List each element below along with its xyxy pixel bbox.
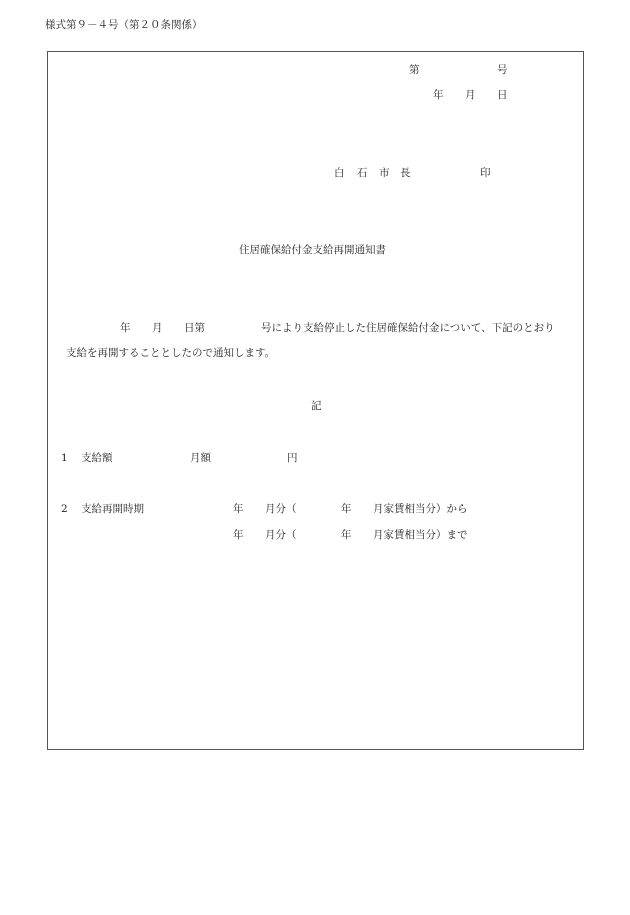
form-label: 様式第９－４号（第２０条関係） [45, 19, 203, 31]
issuer-char-3: 市 [379, 167, 390, 179]
issuer-char-4: 長 [400, 167, 411, 179]
body-day-no: 日第 [184, 322, 205, 334]
date-year: 年 [433, 89, 444, 101]
item1-label: 支給額 [81, 452, 113, 464]
item1-number: 1 [61, 452, 68, 464]
item1-monthly: 月額 [190, 452, 211, 464]
issuer-char-2: 石 [357, 167, 368, 179]
body-year: 年 [120, 322, 131, 334]
item2-row2-year: 年 [233, 529, 244, 541]
item1-yen: 円 [287, 452, 298, 464]
item2-row2-year2: 年 [341, 529, 352, 541]
body-month: 月 [152, 322, 163, 334]
item2-label: 支給再開時期 [81, 503, 144, 515]
issuer-char-1: 白 [334, 167, 345, 179]
item2-row1-month: 月分（ [265, 503, 297, 515]
item2-row1-rent: 月家賃相当分）から [373, 503, 468, 515]
item2-row2-month: 月分（ [265, 529, 297, 541]
body-line1-rest: 号により支給停止した住居確保給付金について、下記のとおり [261, 322, 555, 334]
date-month: 月 [465, 89, 476, 101]
item2-row2-rent: 月家賃相当分）まで [373, 529, 468, 541]
item2-row1-year: 年 [233, 503, 244, 515]
item2-row1-year2: 年 [341, 503, 352, 515]
number-suffix: 号 [497, 64, 508, 76]
ki-heading: 記 [311, 400, 322, 412]
date-day: 日 [497, 89, 508, 101]
number-prefix: 第 [409, 64, 420, 76]
item2-number: 2 [61, 503, 68, 515]
document-title: 住居確保給付金支給再開通知書 [239, 244, 386, 256]
body-line2: 支給を再開することとしたので通知します。 [66, 347, 276, 359]
seal-mark: 印 [480, 167, 491, 179]
